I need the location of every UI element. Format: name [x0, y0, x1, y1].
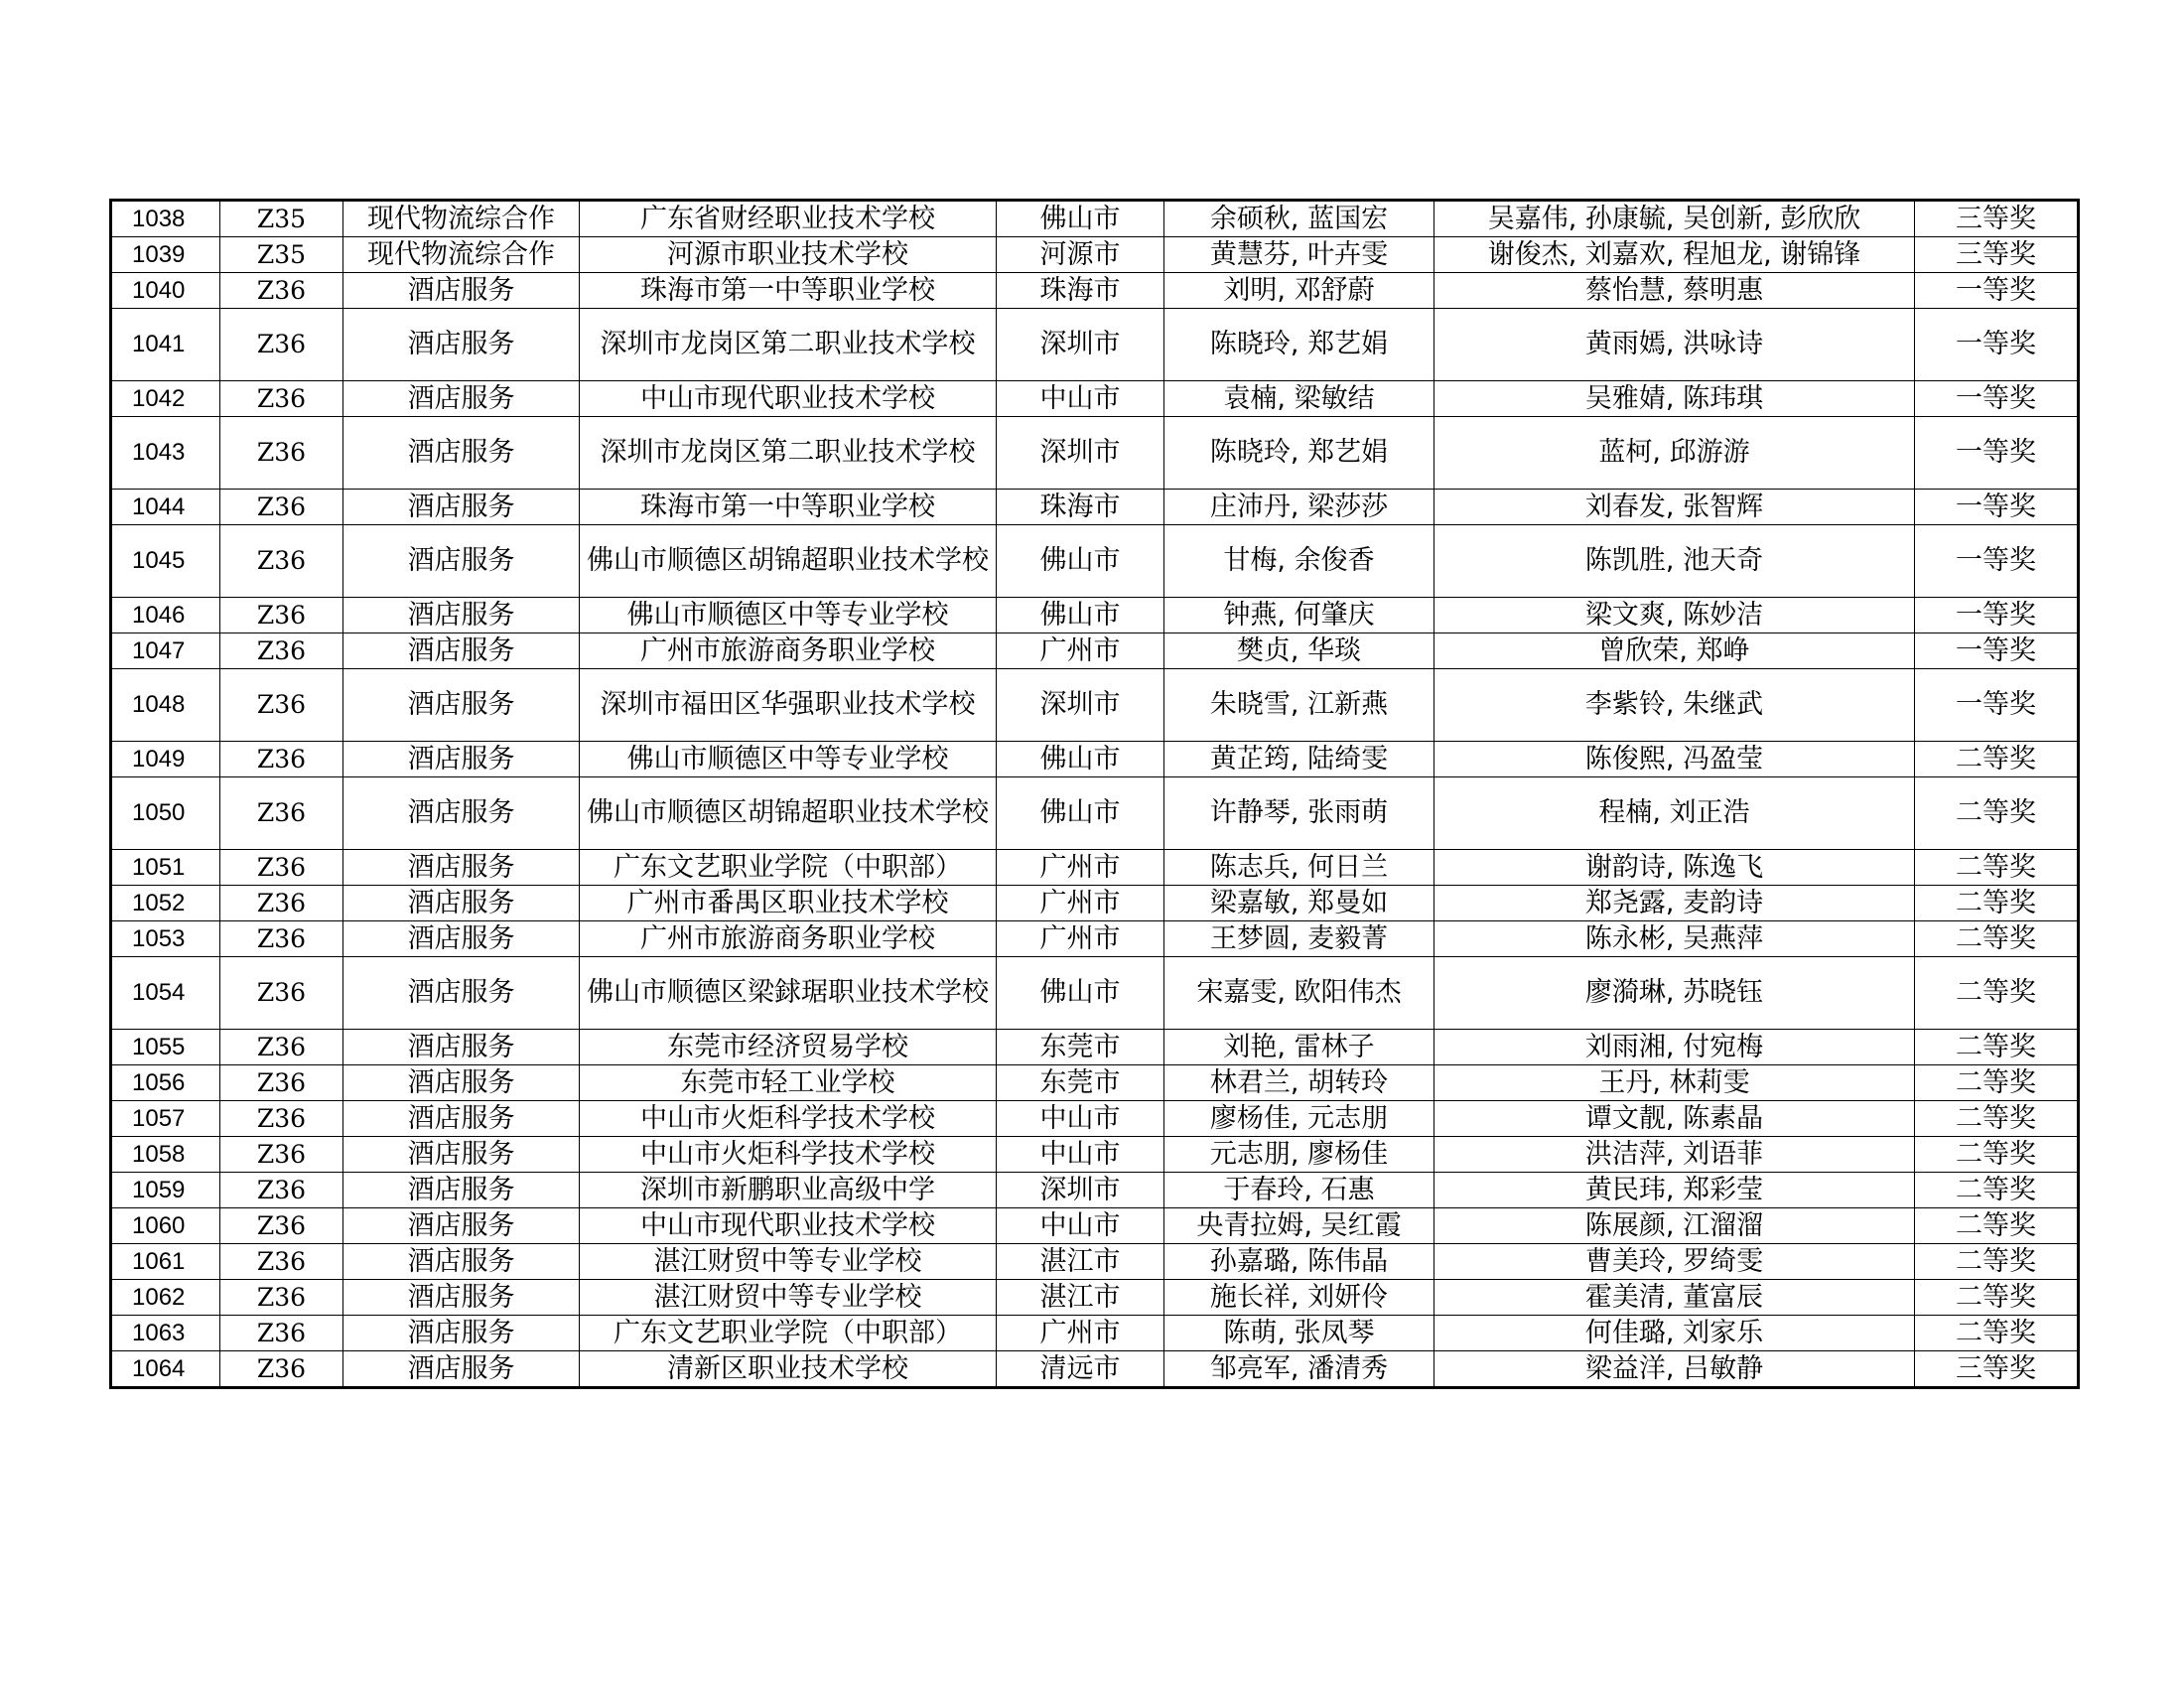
cell-students: 何佳璐, 刘家乐: [1434, 1316, 1915, 1351]
cell-award: 二等奖: [1915, 886, 2079, 921]
cell-school: 深圳市福田区华强职业技术学校: [580, 669, 997, 742]
cell-event-name: 酒店服务: [343, 1065, 580, 1101]
cell-students: 曹美玲, 罗绮雯: [1434, 1244, 1915, 1280]
table-row: [111, 1065, 2079, 1101]
cell-event-name: 酒店服务: [343, 850, 580, 886]
cell-students: 谢韵诗, 陈逸飞: [1434, 850, 1915, 886]
cell-city: 清远市: [997, 1351, 1164, 1388]
cell-students: 梁益洋, 吕敏静: [1434, 1351, 1915, 1388]
table-row: [111, 777, 2079, 850]
cell-event-name: 酒店服务: [343, 1316, 580, 1351]
cell-city: 珠海市: [997, 490, 1164, 525]
table-row: [111, 598, 2079, 633]
cell-students: 谭文靓, 陈素晶: [1434, 1101, 1915, 1137]
cell-number: 1051: [111, 850, 220, 886]
table-row: [111, 633, 2079, 669]
cell-award: 二等奖: [1915, 957, 2079, 1030]
cell-award: 二等奖: [1915, 1244, 2079, 1280]
cell-teachers: 陈晓玲, 郑艺娟: [1164, 417, 1434, 490]
cell-school: 湛江财贸中等专业学校: [580, 1280, 997, 1316]
cell-event-code: Z36: [220, 525, 343, 598]
cell-school: 佛山市顺德区中等专业学校: [580, 742, 997, 777]
cell-number: 1063: [111, 1316, 220, 1351]
cell-city: 中山市: [997, 381, 1164, 417]
cell-award: 一等奖: [1915, 525, 2079, 598]
cell-teachers: 陈志兵, 何日兰: [1164, 850, 1434, 886]
cell-award: 二等奖: [1915, 742, 2079, 777]
cell-students: 刘雨湘, 付宛梅: [1434, 1030, 1915, 1065]
table-row: [111, 886, 2079, 921]
cell-event-code: Z36: [220, 1030, 343, 1065]
table-row: [111, 1316, 2079, 1351]
cell-students: 霍美清, 董富辰: [1434, 1280, 1915, 1316]
cell-award: 一等奖: [1915, 633, 2079, 669]
cell-school: 中山市火炬科学技术学校: [580, 1137, 997, 1173]
cell-students: 李紫铃, 朱继武: [1434, 669, 1915, 742]
cell-city: 深圳市: [997, 1173, 1164, 1208]
table-row: [111, 1030, 2079, 1065]
cell-event-name: 酒店服务: [343, 417, 580, 490]
cell-number: 1057: [111, 1101, 220, 1137]
cell-event-name: 现代物流综合作: [343, 201, 580, 237]
table-row: [111, 1280, 2079, 1316]
table-row: [111, 273, 2079, 309]
cell-number: 1046: [111, 598, 220, 633]
cell-students: 吴嘉伟, 孙康毓, 吴创新, 彭欣欣: [1434, 201, 1915, 237]
table-row: [111, 1101, 2079, 1137]
cell-teachers: 施长祥, 刘妍伶: [1164, 1280, 1434, 1316]
cell-award: 二等奖: [1915, 1137, 2079, 1173]
cell-city: 佛山市: [997, 598, 1164, 633]
cell-students: 程楠, 刘正浩: [1434, 777, 1915, 850]
cell-number: 1038: [111, 201, 220, 237]
cell-teachers: 樊贞, 华琰: [1164, 633, 1434, 669]
cell-school: 广州市旅游商务职业学校: [580, 633, 997, 669]
awards-table: [109, 199, 2080, 1389]
cell-school: 东莞市经济贸易学校: [580, 1030, 997, 1065]
cell-event-code: Z36: [220, 598, 343, 633]
cell-event-code: Z36: [220, 1208, 343, 1244]
cell-number: 1049: [111, 742, 220, 777]
cell-event-code: Z35: [220, 237, 343, 273]
cell-event-name: 酒店服务: [343, 957, 580, 1030]
cell-city: 东莞市: [997, 1065, 1164, 1101]
cell-event-name: 酒店服务: [343, 1173, 580, 1208]
cell-event-code: Z36: [220, 381, 343, 417]
cell-event-name: 酒店服务: [343, 921, 580, 957]
cell-number: 1043: [111, 417, 220, 490]
cell-city: 深圳市: [997, 417, 1164, 490]
cell-school: 深圳市龙岗区第二职业技术学校: [580, 309, 997, 381]
cell-students: 刘春发, 张智辉: [1434, 490, 1915, 525]
cell-event-code: Z36: [220, 1101, 343, 1137]
cell-teachers: 余硕秋, 蓝国宏: [1164, 201, 1434, 237]
cell-event-name: 酒店服务: [343, 525, 580, 598]
table-row: [111, 669, 2079, 742]
cell-city: 湛江市: [997, 1244, 1164, 1280]
cell-award: 一等奖: [1915, 309, 2079, 381]
cell-event-name: 酒店服务: [343, 273, 580, 309]
cell-school: 深圳市新鹏职业高级中学: [580, 1173, 997, 1208]
cell-event-name: 酒店服务: [343, 1137, 580, 1173]
cell-students: 陈俊熙, 冯盈莹: [1434, 742, 1915, 777]
cell-event-code: Z36: [220, 633, 343, 669]
cell-event-code: Z36: [220, 1351, 343, 1388]
cell-event-code: Z36: [220, 921, 343, 957]
table-row: [111, 957, 2079, 1030]
cell-event-name: 酒店服务: [343, 1244, 580, 1280]
cell-teachers: 陈萌, 张凤琴: [1164, 1316, 1434, 1351]
cell-award: 二等奖: [1915, 1208, 2079, 1244]
cell-students: 陈展颜, 江溜溜: [1434, 1208, 1915, 1244]
cell-teachers: 许静琴, 张雨萌: [1164, 777, 1434, 850]
cell-award: 一等奖: [1915, 417, 2079, 490]
cell-teachers: 钟燕, 何肇庆: [1164, 598, 1434, 633]
cell-teachers: 刘艳, 雷林子: [1164, 1030, 1434, 1065]
cell-teachers: 元志朋, 廖杨佳: [1164, 1137, 1434, 1173]
table-row: [111, 237, 2079, 273]
table-row: [111, 490, 2079, 525]
cell-teachers: 邹亮军, 潘清秀: [1164, 1351, 1434, 1388]
cell-number: 1042: [111, 381, 220, 417]
cell-event-name: 酒店服务: [343, 309, 580, 381]
cell-school: 清新区职业技术学校: [580, 1351, 997, 1388]
cell-number: 1062: [111, 1280, 220, 1316]
cell-award: 三等奖: [1915, 1351, 2079, 1388]
cell-number: 1039: [111, 237, 220, 273]
cell-school: 中山市火炬科学技术学校: [580, 1101, 997, 1137]
cell-event-code: Z36: [220, 1244, 343, 1280]
cell-students: 王丹, 林莉雯: [1434, 1065, 1915, 1101]
cell-event-name: 酒店服务: [343, 1208, 580, 1244]
cell-teachers: 廖杨佳, 元志朋: [1164, 1101, 1434, 1137]
cell-event-code: Z36: [220, 273, 343, 309]
cell-event-name: 酒店服务: [343, 742, 580, 777]
cell-award: 二等奖: [1915, 777, 2079, 850]
cell-teachers: 陈晓玲, 郑艺娟: [1164, 309, 1434, 381]
table-row: [111, 1208, 2079, 1244]
cell-number: 1041: [111, 309, 220, 381]
cell-city: 珠海市: [997, 273, 1164, 309]
cell-number: 1056: [111, 1065, 220, 1101]
cell-teachers: 朱晓雪, 江新燕: [1164, 669, 1434, 742]
cell-students: 蓝柯, 邱游游: [1434, 417, 1915, 490]
cell-number: 1054: [111, 957, 220, 1030]
cell-event-name: 酒店服务: [343, 1351, 580, 1388]
cell-teachers: 王梦圆, 麦毅菁: [1164, 921, 1434, 957]
cell-city: 中山市: [997, 1208, 1164, 1244]
cell-event-code: Z36: [220, 1173, 343, 1208]
cell-number: 1058: [111, 1137, 220, 1173]
cell-city: 河源市: [997, 237, 1164, 273]
cell-event-code: Z36: [220, 1137, 343, 1173]
cell-city: 广州市: [997, 1316, 1164, 1351]
cell-students: 郑尧露, 麦韵诗: [1434, 886, 1915, 921]
cell-event-name: 酒店服务: [343, 633, 580, 669]
cell-award: 二等奖: [1915, 1101, 2079, 1137]
table-row: [111, 850, 2079, 886]
awards-table-body: [111, 201, 2079, 1388]
cell-event-name: 酒店服务: [343, 598, 580, 633]
cell-number: 1059: [111, 1173, 220, 1208]
table-row: [111, 201, 2079, 237]
cell-teachers: 黄慧芬, 叶卉雯: [1164, 237, 1434, 273]
cell-city: 广州市: [997, 921, 1164, 957]
cell-award: 二等奖: [1915, 850, 2079, 886]
cell-number: 1050: [111, 777, 220, 850]
cell-city: 佛山市: [997, 742, 1164, 777]
cell-number: 1045: [111, 525, 220, 598]
cell-teachers: 庄沛丹, 梁莎莎: [1164, 490, 1434, 525]
table-row: [111, 381, 2079, 417]
cell-students: 洪洁萍, 刘语菲: [1434, 1137, 1915, 1173]
cell-city: 深圳市: [997, 669, 1164, 742]
cell-students: 梁文爽, 陈妙洁: [1434, 598, 1915, 633]
cell-award: 一等奖: [1915, 273, 2079, 309]
cell-city: 东莞市: [997, 1030, 1164, 1065]
cell-award: 二等奖: [1915, 1030, 2079, 1065]
cell-students: 曾欣荣, 郑峥: [1434, 633, 1915, 669]
cell-city: 广州市: [997, 633, 1164, 669]
cell-event-code: Z36: [220, 1316, 343, 1351]
cell-number: 1055: [111, 1030, 220, 1065]
table-row: [111, 525, 2079, 598]
cell-number: 1048: [111, 669, 220, 742]
cell-award: 三等奖: [1915, 237, 2079, 273]
cell-award: 三等奖: [1915, 201, 2079, 237]
cell-school: 广东文艺职业学院（中职部）: [580, 1316, 997, 1351]
cell-teachers: 甘梅, 余俊香: [1164, 525, 1434, 598]
cell-event-name: 酒店服务: [343, 886, 580, 921]
cell-city: 佛山市: [997, 525, 1164, 598]
cell-event-code: Z35: [220, 201, 343, 237]
cell-award: 二等奖: [1915, 1065, 2079, 1101]
cell-event-name: 酒店服务: [343, 490, 580, 525]
cell-event-code: Z36: [220, 742, 343, 777]
cell-event-name: 酒店服务: [343, 381, 580, 417]
cell-event-name: 酒店服务: [343, 1101, 580, 1137]
cell-city: 广州市: [997, 850, 1164, 886]
cell-number: 1064: [111, 1351, 220, 1388]
cell-city: 中山市: [997, 1137, 1164, 1173]
cell-number: 1060: [111, 1208, 220, 1244]
cell-award: 一等奖: [1915, 490, 2079, 525]
cell-students: 吴雅婧, 陈玮琪: [1434, 381, 1915, 417]
cell-award: 二等奖: [1915, 1316, 2079, 1351]
cell-event-name: 现代物流综合作: [343, 237, 580, 273]
cell-number: 1052: [111, 886, 220, 921]
cell-number: 1044: [111, 490, 220, 525]
cell-teachers: 于春玲, 石惠: [1164, 1173, 1434, 1208]
cell-school: 佛山市顺德区中等专业学校: [580, 598, 997, 633]
cell-event-code: Z36: [220, 417, 343, 490]
cell-school: 佛山市顺德区胡锦超职业技术学校: [580, 525, 997, 598]
cell-number: 1061: [111, 1244, 220, 1280]
cell-award: 二等奖: [1915, 921, 2079, 957]
cell-city: 佛山市: [997, 201, 1164, 237]
cell-teachers: 黄芷筠, 陆绮雯: [1164, 742, 1434, 777]
cell-award: 二等奖: [1915, 1173, 2079, 1208]
table-row: [111, 921, 2079, 957]
cell-school: 佛山市顺德区胡锦超职业技术学校: [580, 777, 997, 850]
cell-award: 二等奖: [1915, 1280, 2079, 1316]
cell-school: 广东文艺职业学院（中职部）: [580, 850, 997, 886]
cell-award: 一等奖: [1915, 598, 2079, 633]
cell-school: 东莞市轻工业学校: [580, 1065, 997, 1101]
cell-school: 珠海市第一中等职业学校: [580, 273, 997, 309]
table-row: [111, 1173, 2079, 1208]
cell-school: 广州市番禺区职业技术学校: [580, 886, 997, 921]
cell-event-code: Z36: [220, 1065, 343, 1101]
cell-city: 湛江市: [997, 1280, 1164, 1316]
cell-school: 深圳市龙岗区第二职业技术学校: [580, 417, 997, 490]
table-row: [111, 417, 2079, 490]
table-row: [111, 742, 2079, 777]
cell-event-code: Z36: [220, 886, 343, 921]
cell-event-name: 酒店服务: [343, 669, 580, 742]
cell-school: 广东省财经职业技术学校: [580, 201, 997, 237]
cell-number: 1047: [111, 633, 220, 669]
table-row: [111, 1137, 2079, 1173]
cell-event-code: Z36: [220, 957, 343, 1030]
cell-event-code: Z36: [220, 490, 343, 525]
cell-city: 广州市: [997, 886, 1164, 921]
cell-students: 廖漪琳, 苏晓钰: [1434, 957, 1915, 1030]
cell-teachers: 刘明, 邓舒蔚: [1164, 273, 1434, 309]
cell-city: 佛山市: [997, 957, 1164, 1030]
cell-teachers: 孙嘉璐, 陈伟晶: [1164, 1244, 1434, 1280]
cell-students: 黄雨嫣, 洪咏诗: [1434, 309, 1915, 381]
cell-event-code: Z36: [220, 669, 343, 742]
cell-school: 河源市职业技术学校: [580, 237, 997, 273]
cell-event-code: Z36: [220, 777, 343, 850]
cell-event-name: 酒店服务: [343, 1280, 580, 1316]
cell-students: 陈永彬, 吴燕萍: [1434, 921, 1915, 957]
cell-school: 中山市现代职业技术学校: [580, 381, 997, 417]
table-row: [111, 1351, 2079, 1388]
cell-students: 黄民玮, 郑彩莹: [1434, 1173, 1915, 1208]
cell-city: 深圳市: [997, 309, 1164, 381]
table-row: [111, 309, 2079, 381]
cell-event-code: Z36: [220, 850, 343, 886]
cell-award: 一等奖: [1915, 669, 2079, 742]
cell-school: 湛江财贸中等专业学校: [580, 1244, 997, 1280]
cell-teachers: 宋嘉雯, 欧阳伟杰: [1164, 957, 1434, 1030]
cell-students: 陈凯胜, 池天奇: [1434, 525, 1915, 598]
cell-school: 佛山市顺德区梁銶琚职业技术学校: [580, 957, 997, 1030]
cell-city: 佛山市: [997, 777, 1164, 850]
cell-city: 中山市: [997, 1101, 1164, 1137]
cell-teachers: 袁楠, 梁敏结: [1164, 381, 1434, 417]
cell-number: 1040: [111, 273, 220, 309]
cell-school: 珠海市第一中等职业学校: [580, 490, 997, 525]
cell-number: 1053: [111, 921, 220, 957]
cell-event-code: Z36: [220, 1280, 343, 1316]
cell-teachers: 梁嘉敏, 郑曼如: [1164, 886, 1434, 921]
cell-teachers: 林君兰, 胡转玲: [1164, 1065, 1434, 1101]
cell-school: 广州市旅游商务职业学校: [580, 921, 997, 957]
cell-students: 蔡怡慧, 蔡明惠: [1434, 273, 1915, 309]
cell-students: 谢俊杰, 刘嘉欢, 程旭龙, 谢锦锋: [1434, 237, 1915, 273]
cell-event-name: 酒店服务: [343, 777, 580, 850]
cell-event-name: 酒店服务: [343, 1030, 580, 1065]
table-row: [111, 1244, 2079, 1280]
cell-school: 中山市现代职业技术学校: [580, 1208, 997, 1244]
cell-award: 一等奖: [1915, 381, 2079, 417]
cell-event-code: Z36: [220, 309, 343, 381]
cell-teachers: 央青拉姆, 吴红霞: [1164, 1208, 1434, 1244]
